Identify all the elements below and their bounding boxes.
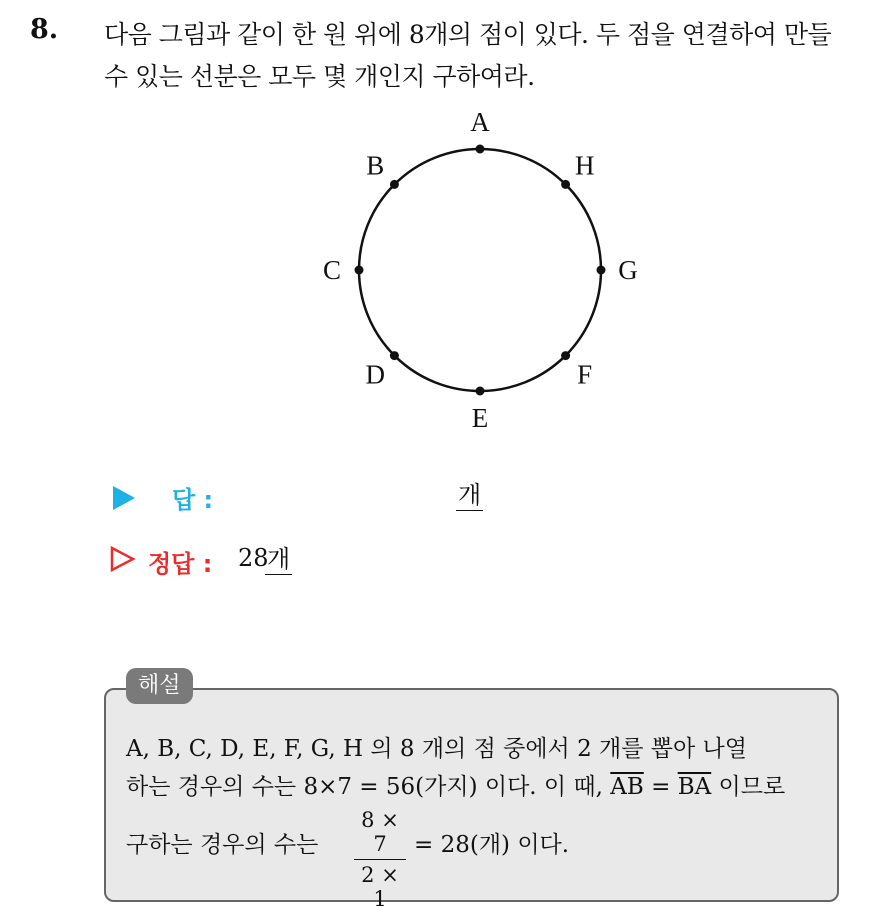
- label-f: F: [577, 359, 593, 390]
- explanation-line-2-a: 하는 경우의 수는 8×7 = 56(가지) 이다. 이 때,: [126, 774, 611, 800]
- label-b: B: [366, 150, 385, 181]
- point-b: [390, 180, 399, 189]
- answer-unit: 개: [458, 481, 482, 509]
- label-a: A: [470, 107, 490, 137]
- segment-ba: $\overline{BA}$: [677, 774, 712, 800]
- explanation-line-2: [126, 768, 785, 801]
- question-line-1: 다음 그림과 같이 한 원 위에 8개의 점이 있다. 두 점을 연결하여 만들: [104, 20, 832, 49]
- correct-play-outline-icon: [110, 546, 136, 572]
- correct-unit: 개: [267, 545, 291, 573]
- points-group: [323, 107, 638, 433]
- segment-ab: $\overline{AB}$: [610, 774, 644, 800]
- point-c: [355, 266, 364, 275]
- label-c: C: [322, 255, 342, 285]
- point-d: [390, 351, 399, 360]
- point-g: [597, 266, 606, 275]
- question-number: 8.: [30, 14, 59, 45]
- explanation-line-3-b: = 28(개) 이다.: [414, 832, 570, 858]
- question-line-2: 수 있는 선분은 모두 몇 개인지 구하여라.: [104, 62, 535, 91]
- explanation-line-1: A, B, C, D, E, F, G, H 의 8 개의 점 중에서 2 개를 뽑아 나열: [126, 736, 747, 762]
- equals-sign: =: [643, 774, 678, 800]
- point-h: [561, 180, 570, 189]
- correct-label: 정답 :: [148, 550, 213, 578]
- label-g: G: [618, 255, 638, 285]
- point-a: [476, 145, 485, 154]
- answer-play-icon: [113, 486, 135, 510]
- label-e: E: [471, 403, 489, 433]
- fraction: [354, 808, 406, 911]
- fraction-numerator: 8 × 7: [354, 808, 406, 860]
- point-f: [561, 351, 570, 360]
- explanation-line-2-b: 이므로: [711, 774, 786, 800]
- circle-figure: [0, 0, 884, 440]
- correct-value: 28: [238, 544, 269, 572]
- point-e: [476, 387, 485, 396]
- label-h: H: [574, 150, 595, 181]
- explanation-line-3-a: 구하는 경우의 수는: [126, 832, 319, 858]
- label-d: D: [365, 359, 386, 390]
- answer-label: 답 :: [172, 486, 214, 514]
- fraction-denominator: 2 × 1: [361, 863, 399, 911]
- explanation-tab: 해설: [126, 668, 193, 704]
